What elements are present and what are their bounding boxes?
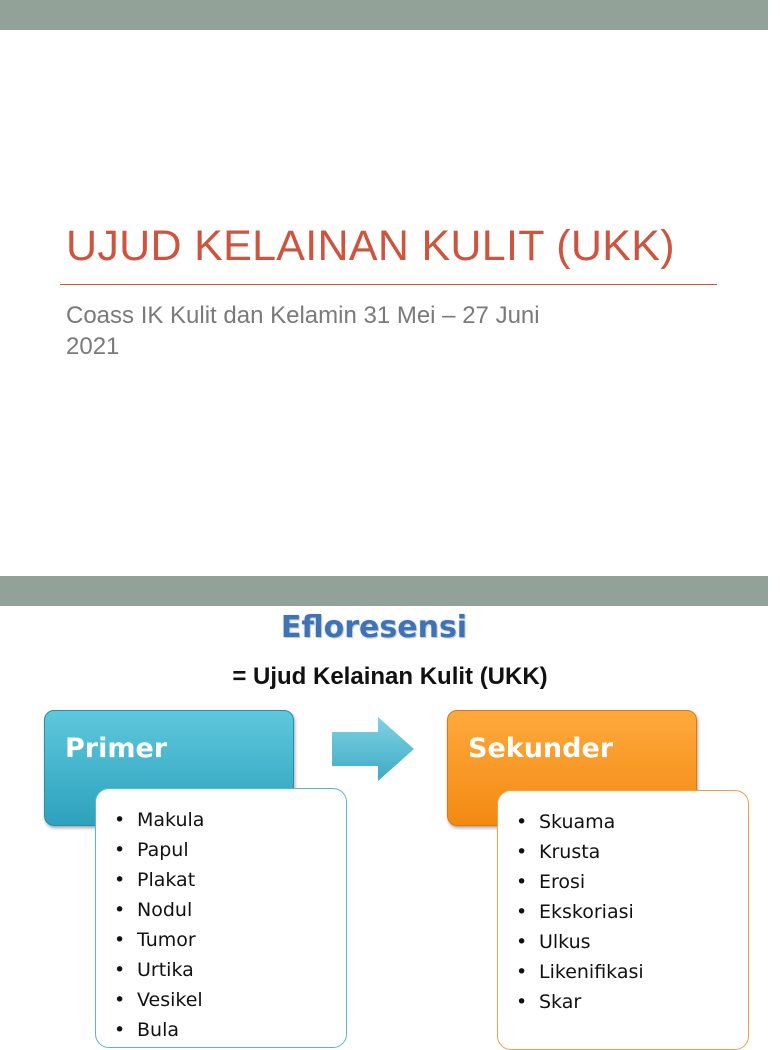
bullet-icon: • bbox=[114, 809, 126, 831]
list-item: • Skuama bbox=[516, 807, 748, 837]
list-item: • Likenifikasi bbox=[516, 957, 748, 987]
bullet-icon: • bbox=[114, 959, 126, 981]
list-item: • Tumor bbox=[114, 925, 346, 955]
list-item: • Bula bbox=[114, 1015, 346, 1045]
primer-list-box bbox=[95, 788, 347, 1048]
bullet-icon: • bbox=[516, 901, 528, 923]
bullet-icon: • bbox=[114, 989, 126, 1011]
primer-list bbox=[114, 805, 346, 1045]
list-item: • Nodul bbox=[114, 895, 346, 925]
list-item: • Skar bbox=[516, 987, 748, 1017]
list-item: • Ulkus bbox=[516, 927, 748, 957]
bullet-icon: • bbox=[516, 991, 528, 1013]
list-item: • Ekskoriasi bbox=[516, 897, 748, 927]
list-item: • Vesikel bbox=[114, 985, 346, 1015]
sekunder-list-box bbox=[497, 790, 749, 1050]
bullet-icon: • bbox=[114, 929, 126, 951]
slide-title-text: UJUD KELAINAN KULIT (UKK) bbox=[66, 222, 675, 270]
bullet-icon: • bbox=[114, 899, 126, 921]
list-item: • Krusta bbox=[516, 837, 748, 867]
sekunder-list bbox=[516, 807, 748, 1017]
sekunder-label: Sekunder bbox=[468, 733, 614, 764]
slide-heading: Efloresensi bbox=[280, 610, 468, 645]
bullet-icon: • bbox=[516, 931, 528, 953]
slide-top-bar bbox=[0, 576, 768, 606]
list-item: • Papul bbox=[114, 835, 346, 865]
right-arrow-icon bbox=[332, 717, 416, 781]
list-item: • Erosi bbox=[516, 867, 748, 897]
bullet-icon: • bbox=[516, 961, 528, 983]
bullet-icon: • bbox=[516, 841, 528, 863]
bullet-icon: • bbox=[114, 1019, 126, 1041]
title-divider bbox=[60, 284, 717, 285]
bullet-icon: • bbox=[516, 871, 528, 893]
bullet-icon: • bbox=[516, 811, 528, 833]
slide-subtitle: Coass IK Kulit dan Kelamin 31 Mei – 27 Juni 2021 bbox=[66, 302, 540, 360]
list-item: • Makula bbox=[114, 805, 346, 835]
slide-subheading: = Ujud Kelainan Kulit (UKK) bbox=[232, 663, 548, 690]
bullet-icon: • bbox=[114, 839, 126, 861]
bullet-icon: • bbox=[114, 869, 126, 891]
primer-label: Primer bbox=[65, 733, 168, 764]
list-item: • Urtika bbox=[114, 955, 346, 985]
slide-top-bar bbox=[0, 0, 768, 30]
slide-efloresensi bbox=[0, 576, 768, 1041]
list-item: • Plakat bbox=[114, 865, 346, 895]
